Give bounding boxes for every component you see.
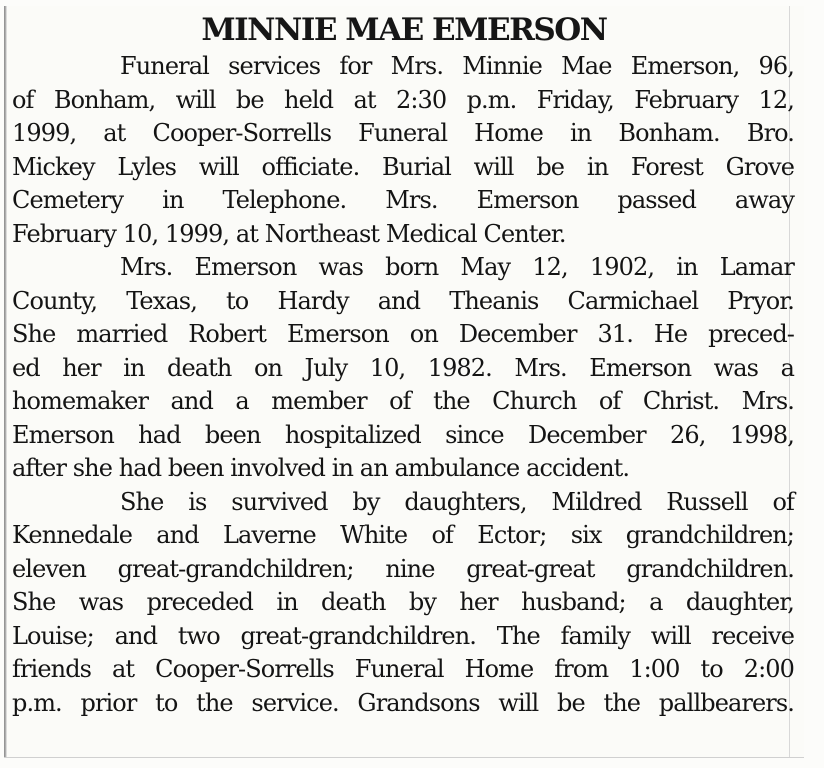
text-line: County, Texas, to Hardy and Theanis Carmichael Pryor.: [12, 286, 794, 315]
text-line: ed her in death on July 10, 1982. Mrs. Emerson was a: [12, 353, 794, 382]
text-line: Emerson had been hospitalized since December 26, 1998,: [12, 420, 794, 449]
text-line: She was preceded in death by her husband; a daughter,: [12, 588, 794, 616]
text-line: Mrs. Emerson was born May 12, 1902, in Lamar: [120, 253, 794, 281]
obituary-headline: MINNIE MAE EMERSON: [201, 12, 607, 48]
paragraph-funeral-services: [12, 50, 794, 251]
text-line: February 10, 1999, at Northeast Medical Center.: [12, 219, 566, 248]
text-line: Mickey Lyles will officiate. Burial will be in Forest Grove: [12, 152, 794, 181]
text-line: Kennedale and Laverne White of Ector; six grandchildren;: [12, 521, 794, 549]
newspaper-clipping: [4, 6, 804, 758]
text-line: of Bonham, will be held at 2:30 p.m. Friday, February 12,: [12, 85, 794, 114]
text-line: Louise; and two great-grandchildren. The family will receive: [12, 621, 794, 650]
paragraph-biography: [12, 251, 794, 486]
text-line: friends at Cooper-Sorrells Funeral Home from 1:00 to 2:00: [12, 655, 794, 683]
text-line: after she had been involved in an ambulance accident.: [12, 454, 630, 482]
text-line: eleven great-grandchildren; nine great-great grandchildren.: [12, 554, 794, 583]
paragraph-survivors: [12, 486, 794, 721]
text-line: 1999, at Cooper-Sorrells Funeral Home in Bonham. Bro.: [12, 119, 794, 147]
text-line: homemaker and a member of the Church of Christ. Mrs.: [12, 387, 794, 415]
obituary-body: [12, 50, 794, 720]
text-line: Cemetery in Telephone. Mrs. Emerson passed away: [12, 186, 794, 214]
text-line: p.m. prior to the service. Grandsons will be the pallbearers.: [12, 688, 794, 717]
text-line: Funeral services for Mrs. Minnie Mae Emerson, 96,: [120, 52, 794, 80]
text-line: She is survived by daughters, Mildred Russell of: [120, 487, 794, 516]
text-line: She married Robert Emerson on December 31. He preced-: [12, 320, 794, 348]
clipping-left-edge: [4, 6, 7, 758]
clipping-bottom-edge: [4, 757, 804, 758]
